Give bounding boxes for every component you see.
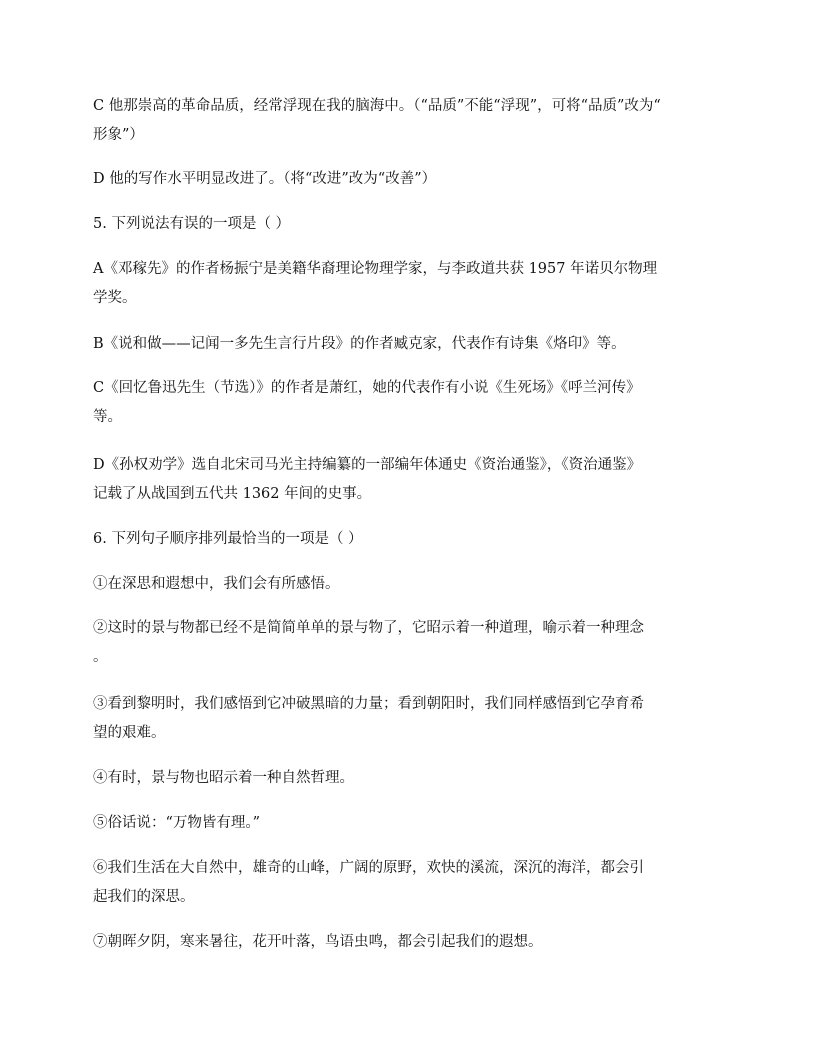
text-line: ⑥我们生活在大自然中，雄奇的山峰，广阔的原野，欢快的溪流，深沉的海洋，都会引 — [93, 860, 644, 876]
sentence-6 — [93, 854, 733, 912]
sentence-5 — [93, 809, 733, 838]
text-line: A《邓稼先》的作者杨振宁是美籍华裔理论物理学家，与李政道共获 1957 年诺贝尔物理 — [93, 261, 658, 277]
question-5-stem — [93, 210, 733, 239]
text-line: ⑤俗话说：“万物皆有理。” — [93, 815, 261, 831]
text-line: 记载了从战国到五代共 1362 年间的史事。 — [93, 486, 372, 502]
sentence-4 — [93, 764, 733, 793]
option-c-sentence — [93, 92, 733, 150]
text-line: 6. 下列句子顺序排列最恰当的一项是（ ） — [93, 531, 363, 547]
question-6-stem — [93, 525, 733, 554]
question-5-option-a — [93, 255, 733, 313]
text-line: D《孙权劝学》选自北宋司马光主持编纂的一部编年体通史《资治通鉴》，《资治通鉴》 — [93, 457, 642, 473]
text-line: D 他的写作水平明显改进了。（将“改进”改为“改善”） — [93, 171, 437, 187]
text-line: 。 — [93, 649, 108, 665]
text-line: 等。 — [93, 409, 122, 425]
sentence-1 — [93, 570, 733, 599]
text-line: ①在深思和遐想中，我们会有所感悟。 — [93, 576, 340, 592]
text-line: 5. 下列说法有误的一项是（ ） — [93, 216, 291, 232]
option-d-sentence — [93, 165, 733, 194]
question-5-option-c — [93, 374, 733, 432]
text-line: ③看到黎明时，我们感悟到它冲破黑暗的力量；看到朝阳时，我们同样感悟到它孕育希 — [93, 696, 644, 712]
text-line: ④有时，景与物也昭示着一种自然哲理。 — [93, 770, 354, 786]
text-line: 形象”） — [93, 127, 144, 143]
text-line: ②这时的景与物都已经不是简简单单的景与物了，它昭示着一种道理，喻示着一种理念 — [93, 620, 644, 636]
text-line: C《回忆鲁迅先生（节选）》的作者是萧红，她的代表作有小说《生死场》《呼兰河传》 — [93, 380, 641, 396]
question-5-option-d — [93, 451, 733, 509]
sentence-7 — [93, 928, 733, 957]
text-line: 望的艰难。 — [93, 725, 166, 741]
text-line: ⑦朝晖夕阴，寒来暑往，花开叶落，鸟语虫鸣，都会引起我们的遐想。 — [93, 934, 543, 950]
text-line: 学奖。 — [93, 290, 137, 306]
text-line: 起我们的深思。 — [93, 889, 195, 905]
text-line: C 他那崇高的革命品质，经常浮现在我的脑海中。（“品质”不能“浮现”，可将“品质”改为“ — [93, 98, 661, 114]
sentence-2 — [93, 614, 733, 672]
text-line: B《说和做——记闻一多先生言行片段》的作者臧克家，代表作有诗集《烙印》等。 — [93, 336, 626, 352]
question-5-option-b — [93, 330, 733, 359]
sentence-3 — [93, 690, 733, 748]
